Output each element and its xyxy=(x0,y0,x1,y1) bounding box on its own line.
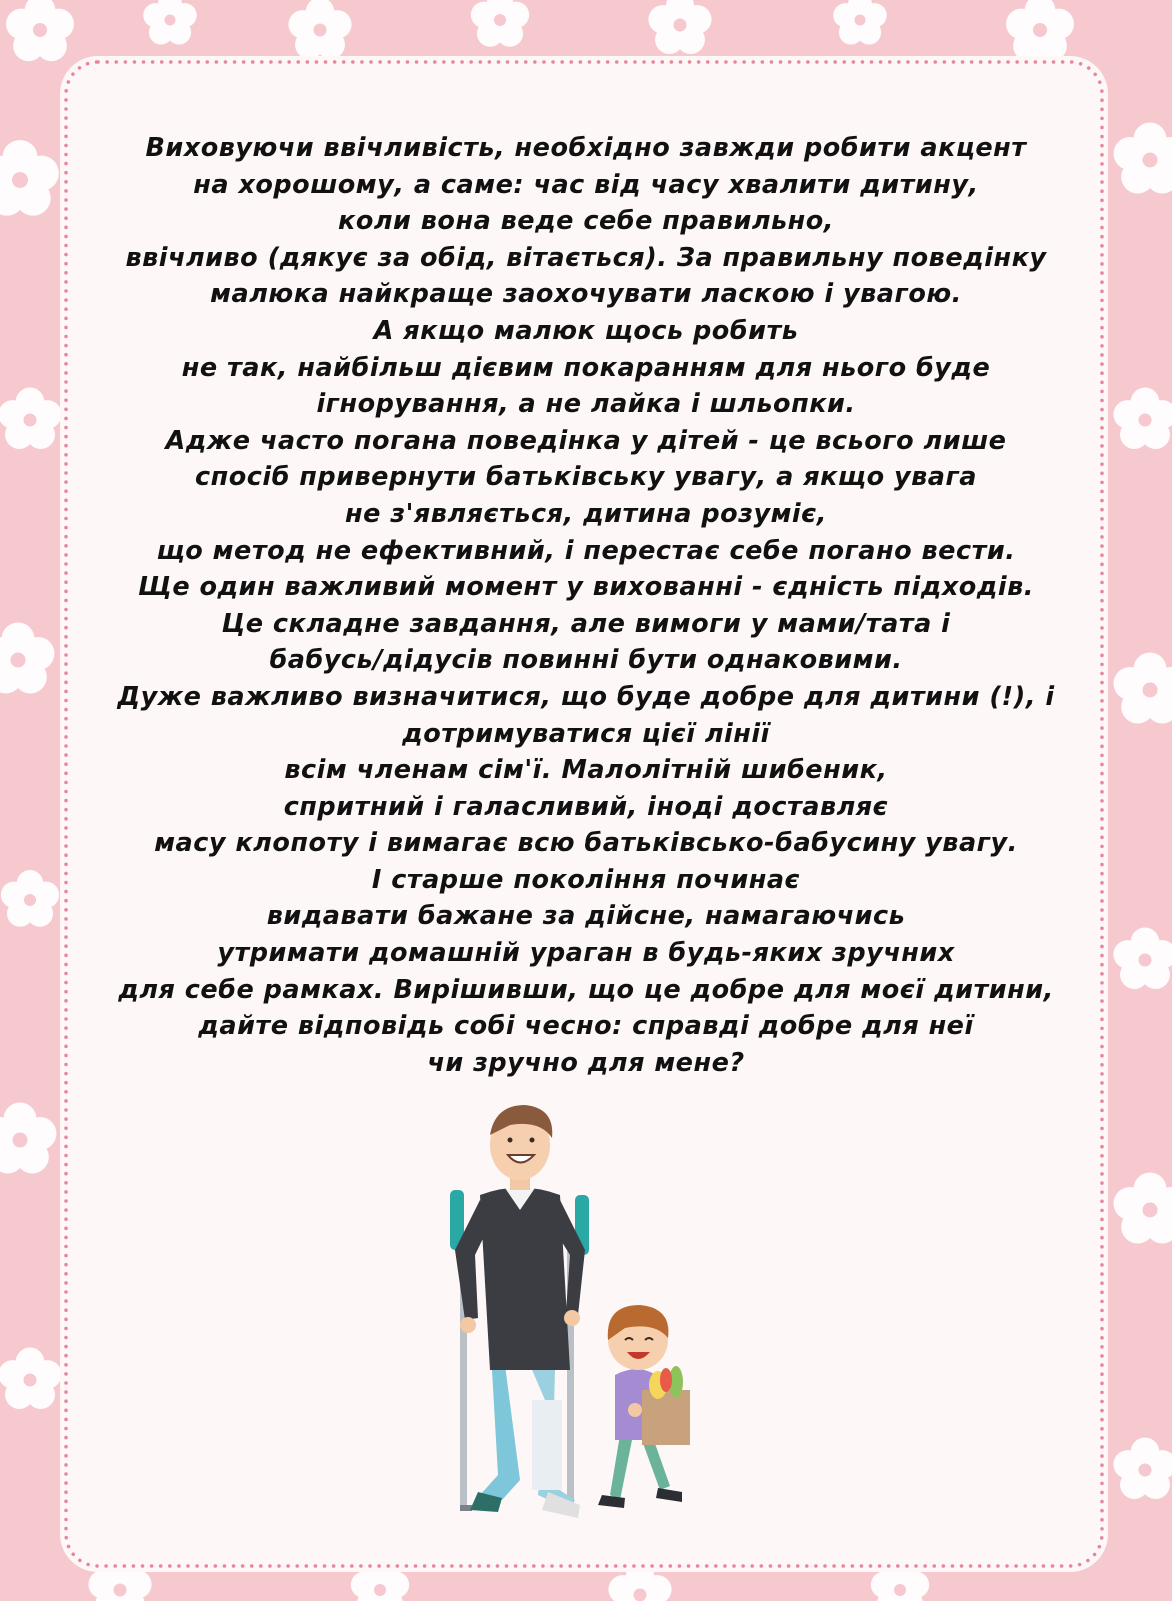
father-on-crutches-illustration xyxy=(450,1105,589,1518)
article-line: всім членам сім'ї. Малолітній шибеник, xyxy=(284,755,888,786)
article-line: ввічливо (дякує за обід, вітається). За правильну поведінку xyxy=(125,242,1047,273)
article-line: коли вона веде себе правильно, xyxy=(338,206,834,237)
article-line: дотримуватися цієї лінії xyxy=(402,718,770,749)
article-text xyxy=(72,130,1100,1081)
article-line: для себе рамках. Вирішивши, що це добре для моєї дитини, xyxy=(118,974,1054,1005)
article-line: ігнорування, а не лайка і шльопки. xyxy=(316,389,856,420)
article-line: що метод не ефективний, і перестає себе погано вести. xyxy=(156,535,1016,566)
article-line: Дуже важливо визначитися, що буде добре для дитини (!), і xyxy=(117,681,1055,712)
article-line: А якщо малюк щось робить xyxy=(373,315,799,346)
article-line: на хорошому, а саме: час від часу хвалити дитину, xyxy=(193,169,979,200)
article-line: І старше покоління починає xyxy=(371,864,801,895)
article-line: малюка найкраще заохочувати ласкою і увагою. xyxy=(210,279,962,310)
article-line: спритний і галасливий, іноді доставляє xyxy=(283,791,889,822)
article-line: чи зручно для мене? xyxy=(427,1047,745,1078)
article-line: видавати бажане за дійсне, намагаючись xyxy=(266,901,906,932)
article-line: Виховуючи ввічливість, необхідно завжди робити акцент xyxy=(145,133,1027,163)
article-line: не так, найбільш дієвим покаранням для нього буде xyxy=(181,352,991,383)
article-line: не з'являється, дитина розуміє, xyxy=(345,498,827,529)
article-line: масу клопоту і вимагає всю батьківсько-бабусину увагу. xyxy=(154,828,1018,859)
article-line: спосіб привернути батьківську увагу, а якщо увага xyxy=(195,462,977,493)
article-line: Адже часто погана поведінка у дітей - це всього лише xyxy=(165,425,1007,456)
article-line: Ще один важливий момент у вихованні - єдність підходів. xyxy=(138,572,1034,603)
child-with-grocery-bag-illustration xyxy=(598,1305,690,1508)
article-line: бабусь/дідусів повинні бути однаковими. xyxy=(269,645,903,676)
father-child-illustration xyxy=(420,1100,740,1540)
article-line: дайте відповідь собі чесно: справді добре для неї xyxy=(198,1011,974,1042)
article-line: утримати домашній ураган в будь-яких зручних xyxy=(217,938,955,969)
article-line: Це складне завдання, але вимоги у мами/тата і xyxy=(221,608,951,639)
